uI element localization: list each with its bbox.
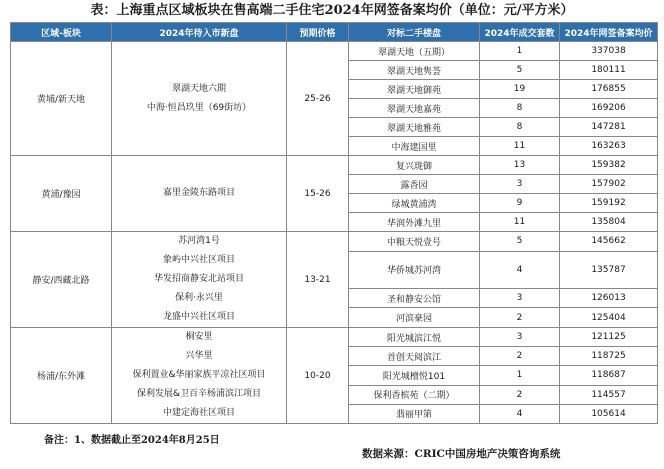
new-project-name: 龙盛中兴社区项目 (162, 312, 235, 322)
col-header-expected-price: 预期价格 (287, 23, 349, 42)
col-header-new-projects: 2024年待入市新盘 (112, 23, 287, 42)
avg-price-cell: 157902 (560, 175, 658, 194)
benchmark-name-cell: 河滨豪园 (349, 308, 480, 328)
table-row (11, 42, 658, 61)
new-projects-cell (112, 232, 287, 328)
new-project-name: 保利·永兴里 (175, 293, 223, 303)
benchmark-name-cell: 翡丽甲第 (349, 404, 480, 423)
region-cell: 杨浦/东外滩 (11, 328, 112, 424)
avg-price-cell: 337038 (560, 42, 658, 61)
avg-price-cell: 118725 (560, 347, 658, 366)
new-project-name: 中建定海社区项目 (162, 408, 235, 418)
new-project-name: 嘉里金陵东路项目 (162, 188, 235, 198)
benchmark-name-cell: 露香园 (349, 175, 480, 194)
deal-count-cell: 5 (480, 232, 560, 252)
benchmark-name-cell: 中粮天悦壹号 (349, 232, 480, 252)
expected-price-cell: 25-26 (287, 42, 349, 156)
table-body (11, 42, 658, 424)
avg-price-cell: 135787 (560, 251, 658, 288)
col-header-benchmark: 对标二手楼盘 (349, 23, 480, 42)
footnote: 备注：1、数据截止至2024年8月25日 (44, 435, 220, 446)
new-project-name: 中海·恒昌玖里（69街坊） (146, 102, 252, 113)
col-header-deal-count: 2024年成交套数 (480, 23, 560, 42)
new-project-name: 桐安里 (185, 332, 213, 342)
benchmark-name-cell: 华侨城苏河湾 (349, 251, 480, 288)
deal-count-cell: 1 (480, 42, 560, 61)
avg-price-cell: 114557 (560, 385, 658, 404)
benchmark-name-cell: 翠湖天地御苑 (349, 80, 480, 99)
region-cell: 黄浦/豫园 (11, 156, 112, 232)
deal-count-cell: 19 (480, 80, 560, 99)
table-row (11, 232, 658, 252)
deal-count-cell: 4 (480, 251, 560, 288)
col-header-region: 区域-板块 (11, 23, 112, 42)
expected-price-cell: 10-20 (287, 328, 349, 424)
new-project-name: 保利发展&卫百辛杨浦滨江项目 (136, 389, 262, 399)
new-project-name: 兴华里 (185, 351, 213, 361)
avg-price-cell: 163263 (560, 137, 658, 156)
avg-price-cell: 135804 (560, 213, 658, 232)
avg-price-cell: 145662 (560, 232, 658, 252)
region-cell: 静安/西藏北路 (11, 232, 112, 328)
benchmark-name-cell: 首创天阅滨江 (349, 347, 480, 366)
avg-price-cell: 147281 (560, 118, 658, 137)
avg-price-cell: 176855 (560, 80, 658, 99)
new-project-name: 华发招商静安北站项目 (153, 274, 244, 284)
data-source: 数据来源：CRIC中国房地产决策咨询系统 (362, 448, 561, 460)
benchmark-name-cell: 翠湖天地（五期） (349, 42, 480, 61)
new-projects-cell (112, 42, 287, 156)
expected-price-cell: 13-21 (287, 232, 349, 328)
new-projects-cell (112, 156, 287, 232)
table-row (11, 328, 658, 347)
new-project-name: 保利置业&华丽家族平凉社区项目 (132, 370, 266, 380)
region-cell: 黄埔/新天地 (11, 42, 112, 156)
avg-price-cell: 121125 (560, 328, 658, 347)
deal-count-cell: 2 (480, 385, 560, 404)
benchmark-name-cell: 保利香槟苑（二期） (349, 385, 480, 404)
avg-price-cell: 125404 (560, 308, 658, 328)
price-table (10, 22, 658, 424)
deal-count-cell: 13 (480, 156, 560, 175)
table-row (11, 156, 658, 175)
col-header-avg-price: 2024年网签备案均价 (560, 23, 658, 42)
deal-count-cell: 8 (480, 118, 560, 137)
benchmark-name-cell: 翠湖天地嘉苑 (349, 99, 480, 118)
benchmark-name-cell: 中海建国里 (349, 137, 480, 156)
deal-count-cell: 1 (480, 366, 560, 385)
deal-count-cell: 3 (480, 175, 560, 194)
deal-count-cell: 11 (480, 213, 560, 232)
benchmark-name-cell: 华润外滩九里 (349, 213, 480, 232)
avg-price-cell: 126013 (560, 288, 658, 308)
new-project-name: 象屿中兴社区项目 (162, 255, 235, 265)
deal-count-cell: 4 (480, 404, 560, 423)
expected-price-cell: 15-26 (287, 156, 349, 232)
benchmark-name-cell: 翠湖天地隽荟 (349, 61, 480, 80)
avg-price-cell: 169206 (560, 99, 658, 118)
benchmark-name-cell: 圣和静安公馆 (349, 288, 480, 308)
avg-price-cell: 118687 (560, 366, 658, 385)
avg-price-cell: 105614 (560, 404, 658, 423)
deal-count-cell: 2 (480, 347, 560, 366)
benchmark-name-cell: 阳光城檀悦101 (349, 366, 480, 385)
avg-price-cell: 159192 (560, 194, 658, 213)
benchmark-name-cell: 翠湖天地雅苑 (349, 118, 480, 137)
benchmark-name-cell: 阳光城滨江悦 (349, 328, 480, 347)
table-title: 表：上海重点区域板块在售高端二手住宅2024年网签备案均价（单位：元/平方米） (90, 3, 574, 18)
deal-count-cell: 9 (480, 194, 560, 213)
benchmark-name-cell: 绿城黄浦湾 (349, 194, 480, 213)
header-row (11, 23, 658, 42)
deal-count-cell: 8 (480, 99, 560, 118)
deal-count-cell: 5 (480, 61, 560, 80)
benchmark-name-cell: 复兴珑御 (349, 156, 480, 175)
deal-count-cell: 3 (480, 328, 560, 347)
avg-price-cell: 159382 (560, 156, 658, 175)
deal-count-cell: 2 (480, 308, 560, 328)
deal-count-cell: 3 (480, 288, 560, 308)
new-projects-cell (112, 328, 287, 424)
new-project-name: 翠湖天地六期 (171, 83, 226, 94)
new-project-name: 苏河湾1号 (178, 236, 220, 246)
avg-price-cell: 180111 (560, 61, 658, 80)
deal-count-cell: 11 (480, 137, 560, 156)
